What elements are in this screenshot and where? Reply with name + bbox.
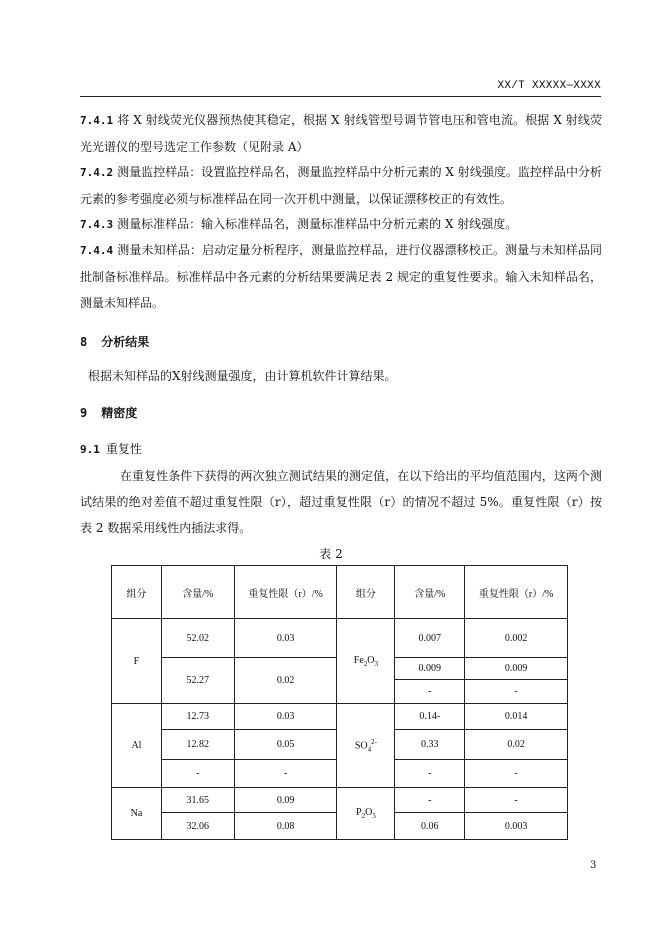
repeatability-cell: 0.03 bbox=[234, 619, 337, 658]
header-cell: 重复性限（r）/% bbox=[234, 566, 337, 619]
content-cell: 52.02 bbox=[161, 619, 234, 658]
repeatability-cell: 0.09 bbox=[234, 788, 337, 813]
step-number: 7.4.1 bbox=[80, 114, 114, 127]
component-al: Al bbox=[112, 704, 162, 788]
step-number: 7.4.2 bbox=[80, 166, 114, 179]
content-cell: - bbox=[395, 788, 465, 813]
section-9-1-heading bbox=[80, 440, 142, 457]
content-cell: 12.82 bbox=[161, 730, 234, 760]
repeatability-cell: - bbox=[465, 760, 568, 788]
content-cell: - bbox=[395, 680, 465, 704]
content-cell: 52.27 bbox=[161, 658, 234, 704]
step-text: 测量未知样品：启动定量分析程序，测量监控样品，进行仪器漂移校正。测量与未知样品同批制备标准样品。标准样品中各元素的分析结果要满足表 2 规定的重复性要求。输入未知样品名，测量未知样品。 bbox=[80, 243, 602, 310]
repeatability-cell: 0.003 bbox=[465, 813, 568, 840]
header-cell: 组分 bbox=[112, 566, 162, 619]
step-7-4-2 bbox=[80, 159, 602, 212]
repeatability-cell: - bbox=[234, 760, 337, 788]
step-text: 测量监控样品：设置监控样品名，测量监控样品中分析元素的 X 射线强度。监控样品中分析元素的参考强度必须与标准样品在同一次开机中测量，以保证漂移校正的有效性。 bbox=[80, 165, 602, 206]
header-cell: 组分 bbox=[337, 566, 395, 619]
table-header-row bbox=[112, 566, 568, 619]
table-caption: 表 2 bbox=[319, 547, 343, 561]
content-cell: - bbox=[161, 760, 234, 788]
content-cell: 32.06 bbox=[161, 813, 234, 840]
repeatability-cell: 0.002 bbox=[465, 619, 568, 658]
content-cell: 0.009 bbox=[395, 658, 465, 680]
section-number: 9 bbox=[80, 406, 88, 420]
step-number: 7.4.4 bbox=[80, 244, 114, 257]
repeatability-cell: 0.009 bbox=[465, 658, 568, 680]
section-number: 8 bbox=[80, 335, 88, 349]
header-divider bbox=[80, 96, 601, 97]
table-row bbox=[112, 704, 568, 730]
component-f: F bbox=[112, 619, 162, 704]
repeatability-cell: 0.02 bbox=[465, 730, 568, 760]
step-7-4-4 bbox=[80, 237, 602, 316]
header-cell: 含量/% bbox=[161, 566, 234, 619]
step-7-4-3 bbox=[80, 211, 602, 238]
subsection-title: 重复性 bbox=[105, 442, 142, 456]
header-cell: 重复性限（r）/% bbox=[465, 566, 568, 619]
repeatability-cell: 0.08 bbox=[234, 813, 337, 840]
standard-code: XX/T XXXXX—XXXX bbox=[497, 80, 601, 92]
content-cell: 0.007 bbox=[395, 619, 465, 658]
section-8-heading bbox=[80, 333, 149, 350]
subsection-number: 9.1 bbox=[80, 443, 100, 456]
repeatability-table bbox=[111, 565, 568, 840]
section-title: 分析结果 bbox=[101, 335, 150, 349]
table-row bbox=[112, 788, 568, 813]
content-cell: - bbox=[395, 760, 465, 788]
header-cell: 含量/% bbox=[395, 566, 465, 619]
repeatability-cell: 0.014 bbox=[465, 704, 568, 730]
component-fe2o3: $Fe_2O_3$ bbox=[337, 619, 395, 704]
component-so4: $SO_4^{2-}$ bbox=[337, 704, 395, 788]
step-text: 测量标准样品：输入标准样品名，测量标准样品中分析元素的 X 射线强度。 bbox=[117, 217, 518, 231]
page-number: 3 bbox=[590, 860, 597, 871]
content-cell: 0.14- bbox=[395, 704, 465, 730]
repeatability-cell: 0.05 bbox=[234, 730, 337, 760]
step-number: 7.4.3 bbox=[80, 218, 114, 231]
section-title: 精密度 bbox=[101, 406, 138, 420]
section-9-1-text: 在重复性条件下获得的两次独立测试结果的测定值，在以下给出的平均值范围内，这两个测试结果的绝对差值不超过重复性限（r），超过重复性限（r）的情况不超过 5%。重复性限（r）按表 2 数据采用线性内插法求得。 bbox=[80, 469, 602, 535]
repeatability-cell: - bbox=[465, 680, 568, 704]
step-text: 将 X 射线荧光仪器预热使其稳定，根据 X 射线管型号调节管电压和管电流。根据 X 射线荧光光谱仪的型号选定工作参数（见附录 A） bbox=[80, 113, 602, 154]
repeatability-cell: 0.02 bbox=[234, 658, 337, 704]
section-9-heading bbox=[80, 404, 137, 421]
section-8-text: 根据未知样品的X射线测量强度，由计算机软件计算结果。 bbox=[88, 369, 397, 383]
content-cell: 0.33 bbox=[395, 730, 465, 760]
repeatability-cell: - bbox=[465, 788, 568, 813]
content-cell: 31.65 bbox=[161, 788, 234, 813]
repeatability-cell: 0.03 bbox=[234, 704, 337, 730]
content-cell: 12.73 bbox=[161, 704, 234, 730]
content-cell: 0.06 bbox=[395, 813, 465, 840]
table-row bbox=[112, 619, 568, 658]
component-na: Na bbox=[112, 788, 162, 840]
step-7-4-1 bbox=[80, 107, 602, 160]
component-p2o5: $P_2O_5$ bbox=[337, 788, 395, 840]
